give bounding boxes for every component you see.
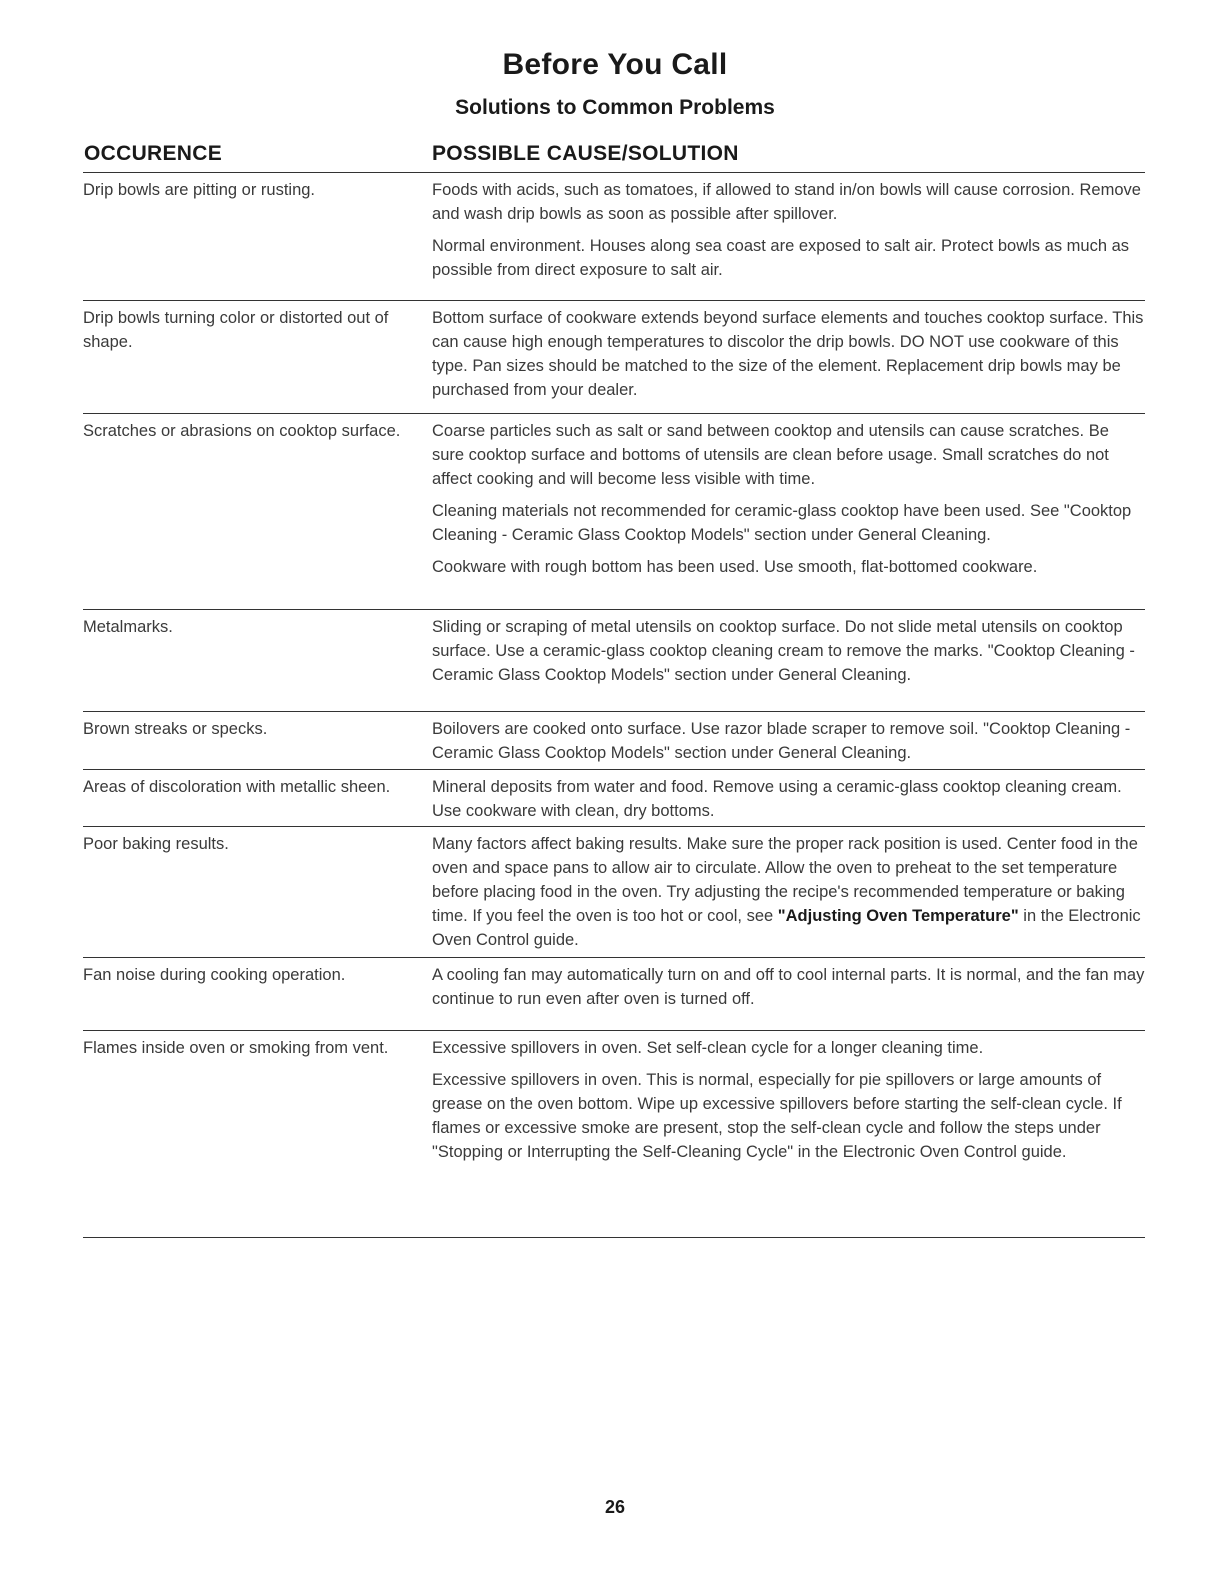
- solution-text: Foods with acids, such as tomatoes, if allowed to stand in/on bowls will cause corrosion. Remove and wash drip bowls as soon as possible after spillover.: [432, 181, 1141, 223]
- solution-text: Bottom surface of cookware extends beyond surface elements and touches cooktop surface. This can cause high enough temperatures to discolor the drip bowls. DO NOT use cookware of this type. Pan sizes should be matched to the size of the element. Replacement drip bowls may be purchased from your dealer.: [432, 309, 1144, 399]
- page-subtitle: Solutions to Common Problems: [455, 96, 775, 119]
- solution-cell: [432, 770, 1145, 826]
- solution-text: Coarse particles such as salt or sand between cooktop and utensils can cause scratches. Be sure cooktop surface and bottoms of utensils are clean before usage. Small scratches do not affect cooking and will become less visible with time.: [432, 422, 1109, 488]
- table-row: [83, 711, 1145, 769]
- occurrence-cell: Metalmarks.: [83, 618, 173, 636]
- troubleshooting-table: [83, 172, 1145, 1238]
- occurrence-cell: Drip bowls are pitting or rusting.: [83, 181, 316, 199]
- table-row: [83, 172, 1145, 300]
- occurrence-cell: Brown streaks or specks.: [83, 720, 268, 738]
- solution-text: Boilovers are cooked onto surface. Use razor blade scraper to remove soil. "Cooktop Cleaning - Ceramic Glass Cooktop Models" section under General Cleaning.: [432, 720, 1131, 762]
- solution-cell: [432, 610, 1145, 711]
- occurrence-cell: Flames inside oven or smoking from vent.: [83, 1039, 389, 1057]
- occurrence-cell: Drip bowls turning color or distorted out of shape.: [83, 309, 389, 351]
- table-row: [83, 1030, 1145, 1238]
- cause-column-header: POSSIBLE CAUSE/SOLUTION: [432, 142, 739, 165]
- solution-cell: [432, 1031, 1145, 1237]
- table-row: [83, 769, 1145, 826]
- solution-text: Excessive spillovers in oven. This is normal, especially for pie spillovers or large amounts of grease on the oven bottom. Wipe up excessive spillovers before starting the self-clean cycle. If flames or excessive smoke are present, stop the self-clean cycle and follow the steps under "Stopping or Interrupting the Self-Cleaning Cycle" in the Electronic Oven Control guide.: [432, 1071, 1122, 1161]
- table-row: [83, 300, 1145, 413]
- occurrence-cell: Areas of discoloration with metallic sheen.: [83, 778, 391, 796]
- solution-text-main: Many factors affect baking results. Make sure the proper rack position is used. Center food in the oven and space pans to allow air to circulate. Allow the oven to preheat to the set temperature before placing food in the oven. Try adjusting the recipe's recommended temperature or baking time. If you feel the oven is too hot or cool, see: [432, 835, 1138, 925]
- adjusting-oven-temperature-reference: "Adjusting Oven Temperature": [777, 907, 1019, 925]
- solution-cell: [432, 712, 1145, 769]
- occurrence-column-header: OCCURENCE: [84, 142, 223, 165]
- occurrence-cell: Fan noise during cooking operation.: [83, 966, 346, 984]
- occurrence-cell: Scratches or abrasions on cooktop surface.: [83, 422, 401, 440]
- table-row: [83, 609, 1145, 711]
- solution-cell: [432, 414, 1145, 609]
- solution-text: A cooling fan may automatically turn on and off to cool internal parts. It is normal, and the fan may continue to run even after oven is turned off.: [432, 966, 1145, 1008]
- solution-text: Mineral deposits from water and food. Remove using a ceramic-glass cooktop cleaning cream. Use cookware with clean, dry bottoms.: [432, 778, 1122, 820]
- solution-text: Cleaning materials not recommended for ceramic-glass cooktop have been used. See "Cooktop Cleaning - Ceramic Glass Cooktop Models" section under General Cleaning.: [432, 502, 1132, 544]
- page-title: Before You Call: [502, 48, 728, 81]
- solution-cell: [432, 173, 1145, 300]
- solution-cell: [432, 958, 1145, 1030]
- page-number: 26: [604, 1497, 626, 1517]
- solution-text: Normal environment. Houses along sea coast are exposed to salt air. Protect bowls as much as possible from direct exposure to salt air.: [432, 237, 1130, 279]
- solution-text: Sliding or scraping of metal utensils on cooktop surface. Do not slide metal utensils on cooktop surface. Use a ceramic-glass cooktop cleaning cream to remove the marks. "Cooktop Cleaning - Ceramic Glass Cooktop Models" section under General Cleaning.: [432, 618, 1135, 684]
- table-row: [83, 826, 1145, 957]
- solution-text: [432, 832, 1145, 952]
- solution-cell: [432, 301, 1145, 413]
- table-row: [83, 957, 1145, 1030]
- solution-text: Excessive spillovers in oven. Set self-clean cycle for a longer cleaning time.: [432, 1039, 984, 1057]
- solution-text-tail: in the Electronic Oven Control guide.: [432, 907, 1141, 949]
- solution-text: Cookware with rough bottom has been used. Use smooth, flat-bottomed cookware.: [432, 558, 1038, 576]
- solution-cell: [432, 827, 1145, 957]
- occurrence-cell: Poor baking results.: [83, 835, 229, 853]
- table-row: [83, 413, 1145, 609]
